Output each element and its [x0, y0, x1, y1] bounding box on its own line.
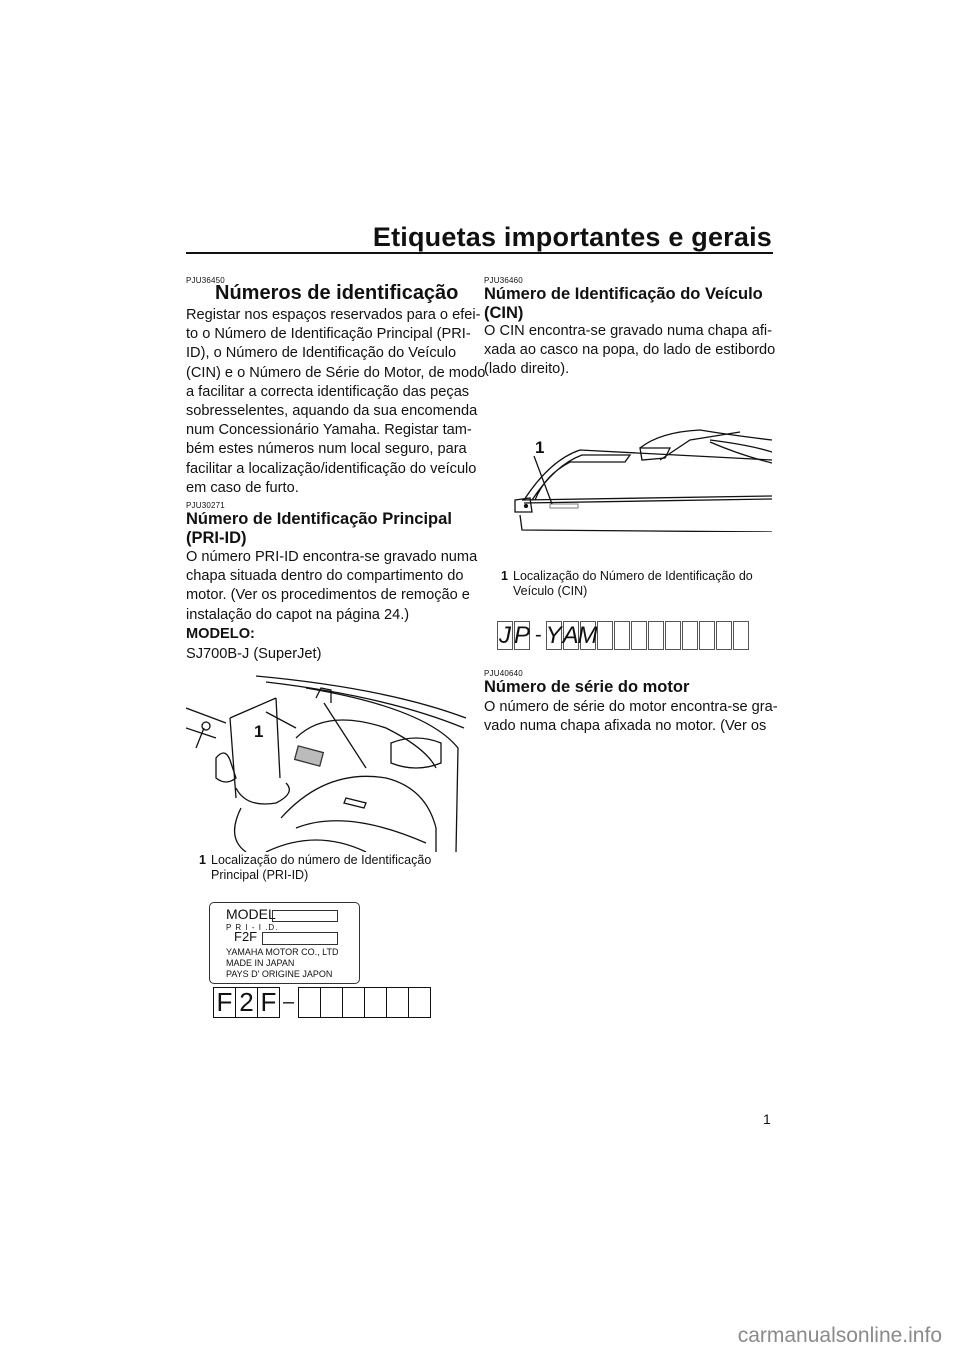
empty-char-box: [320, 987, 343, 1018]
empty-char-box: [386, 987, 409, 1018]
section-heading: [186, 510, 452, 548]
char-box: M: [577, 621, 598, 649]
text-line: chapa situada dentro do compartimento do: [186, 568, 464, 585]
intro-paragraph: [186, 306, 486, 498]
pri-paragraph: [186, 548, 478, 625]
empty-char-box: [408, 987, 431, 1018]
plate-prefix: F2F: [234, 929, 258, 944]
text-line: bém estes números num local seguro, para: [186, 441, 467, 458]
page-title: Etiquetas importantes e gerais: [372, 222, 772, 252]
heading-line: Número de Identificação do Veículo: [484, 285, 763, 303]
plate-maker: YAMAHA MOTOR CO., LTD: [226, 947, 339, 957]
plate-model-field: [272, 910, 338, 922]
empty-char-box: [298, 987, 321, 1018]
callout-number: 1: [535, 438, 545, 457]
engine-serial-paragraph: [484, 698, 778, 736]
engine-compartment-illustration: [186, 668, 470, 852]
text-line: xada ao casco na popa, do lado de estibordo: [484, 342, 776, 359]
caption-line: Localização do Número de Identificação do: [513, 569, 753, 583]
heading-line: Número de Identificação Principal: [186, 510, 452, 528]
empty-char-box: [364, 987, 387, 1018]
heading-line: (PRI-ID): [186, 529, 247, 547]
caption-number: 1: [199, 853, 206, 867]
empty-char-box: [631, 621, 647, 650]
pri-id-plate: [209, 902, 360, 984]
pri-id-boxes: [213, 987, 430, 1018]
text-line: motor. (Ver os procedimentos de remoção e: [186, 587, 470, 604]
callout-number: 1: [254, 722, 264, 741]
text-line: O número PRI-ID encontra-se gravado numa: [186, 549, 478, 565]
dash: –: [283, 991, 295, 1013]
empty-char-box: [648, 621, 664, 650]
caption-line: Localização do número de Identificação: [211, 853, 432, 867]
empty-char-box: [614, 621, 630, 650]
text-line: (lado direito).: [484, 361, 570, 378]
text-line: facilitar a localização/identificação do veículo: [186, 460, 477, 477]
text-line: sobresselentes, aquando da sua encomenda: [186, 403, 478, 420]
char-box: J: [499, 621, 511, 649]
empty-char-box: [716, 621, 732, 650]
dash: -: [535, 624, 542, 646]
empty-char-box: [682, 621, 698, 650]
char-box: P: [514, 621, 531, 649]
text-line: Registar nos espaços reservados para o efei-: [186, 307, 481, 323]
text-line: vado numa chapa afixada no motor. (Ver os: [484, 718, 767, 735]
page-number: 1: [763, 1111, 771, 1127]
cin-boxes: [497, 621, 750, 650]
text-line: ID), o Número de Identificação do Veículo: [186, 345, 457, 362]
empty-char-box: [665, 621, 681, 650]
char-box: Y: [545, 621, 562, 649]
heading-line: (CIN): [484, 304, 524, 322]
empty-char-box: [597, 621, 613, 650]
caption-line: Principal (PRI-ID): [211, 868, 309, 882]
text-line: (CIN) e o Número de Série do Motor, de modo: [186, 364, 486, 381]
hull-stern-illustration: [510, 420, 772, 532]
text-line: a facilitar a correcta identificação das peças: [186, 383, 470, 400]
char-box: F: [213, 987, 236, 1018]
text-line: num Concessionário Yamaha. Registar tam-: [186, 422, 472, 439]
plate-pri-label: P R I - I .D.: [226, 923, 279, 932]
text-line: to o Número de Identificação Principal (PRI-: [186, 326, 471, 343]
cin-paragraph: [484, 322, 776, 380]
section-heading: Números de identificação: [215, 282, 459, 304]
figure-caption: [501, 569, 753, 599]
char-box: F: [257, 987, 280, 1018]
model-label: MODELO:: [186, 626, 255, 642]
section-heading: Número de série do motor: [484, 678, 690, 696]
caption-line: Veículo (CIN): [513, 584, 588, 598]
text-line: em caso de furto.: [186, 479, 299, 496]
empty-char-box: [733, 621, 749, 650]
section-code: PJU30271: [186, 501, 225, 510]
title-rule: [186, 252, 773, 254]
section-heading: [484, 285, 763, 323]
text-line: O CIN encontra-se gravado numa chapa afi-: [484, 323, 772, 339]
figure-caption: [199, 853, 431, 883]
plate-model-label: MODEL: [226, 906, 276, 922]
caption-number: 1: [501, 569, 508, 583]
plate-made: MADE IN JAPAN: [226, 958, 295, 968]
section-code: PJU36460: [484, 276, 523, 285]
watermark: carmanualsonline.info: [737, 1324, 942, 1347]
plate-origin: PAYS D' ORIGINE JAPON: [226, 969, 333, 979]
empty-char-box: [699, 621, 715, 650]
text-line: instalação do capot na página 24.): [186, 606, 410, 623]
text-line: O número de série do motor encontra-se gra-: [484, 699, 778, 715]
char-box: A: [562, 621, 579, 649]
section-code: PJU40640: [484, 669, 523, 678]
section-code: PJU36450: [186, 276, 225, 285]
plate-pri-field: [262, 932, 338, 945]
empty-char-box: [342, 987, 365, 1018]
char-box: 2: [235, 987, 258, 1018]
model-value: SJ700B-J (SuperJet): [186, 646, 322, 662]
